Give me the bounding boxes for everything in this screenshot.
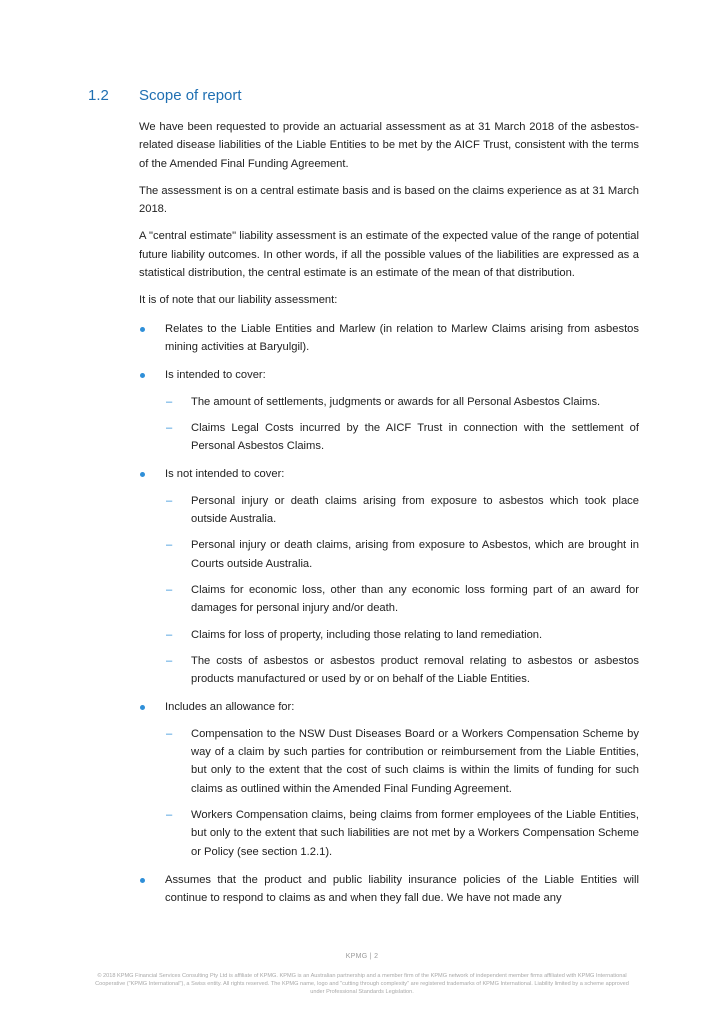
page-number: KPMG | 2 (345, 953, 379, 960)
bullet-text: Relates to the Liable Entities and Marlew (in relation to Marlew Claims arising from asbestos mining activities at Baryulgil). (165, 322, 639, 353)
body-content (139, 118, 639, 917)
sub-list (165, 393, 639, 456)
dash-icon: – (166, 539, 173, 552)
sub-item (165, 652, 639, 689)
bullet-text: Is not intended to cover: (165, 468, 285, 481)
paragraph-central-estimate: A "central estimate" liability assessment is an estimate of the expected value of the range of potential future liability outcomes. In other words, if all the possible values of the liabilities are expressed as a statistical distribution, the central estimate is an estimate of the mean of that distribution. (139, 230, 639, 280)
dash-icon: – (166, 395, 173, 408)
sub-item-text: Personal injury or death claims, arising from exposure to Asbestos, which are brought in Courts outside Australia. (191, 539, 639, 570)
section-title: Scope of report (139, 87, 242, 104)
sub-item-text: Personal injury or death claims arising from exposure to asbestos which took place outside Australia. (191, 494, 639, 526)
paragraph-request: We have been requested to provide an actuarial assessment as at 31 March 2018 of the asbestos-related disease liabilities of the Liable Entities to be met by the AICF Trust, consistent with the terms of the Amended Final Funding Agreement. (139, 121, 639, 170)
sub-item-text: The amount of settlements, judgments or awards for all Personal Asbestos Claims. (191, 395, 601, 408)
bullet-dot-icon (140, 472, 145, 477)
sub-item (165, 393, 639, 411)
sub-item-text: The costs of asbestos or asbestos product removal relating to asbestos or asbestos products manufactured or used by or on behalf of the Liable Entities. (191, 654, 639, 686)
sub-item (165, 725, 639, 798)
bullet-dot-icon (140, 373, 145, 378)
sub-item-text: Compensation to the NSW Dust Diseases Board or a Workers Compensation Scheme by way of a claim by such parties for contribution or reimbursement from the Liable Entities, but only to the extent that the cost of such claims is within the limits of funding for such claims as outlined within the Amended Final Funding Agreement. (191, 727, 639, 795)
bullet-dot-icon (140, 878, 145, 883)
sub-item (165, 626, 639, 644)
bullet-item (139, 320, 639, 357)
bullet-text: Assumes that the product and public liability insurance policies of the Liable Entities will continue to respond to claims as and when they fall due. We have not made any (165, 873, 639, 905)
bullet-text: Includes an allowance for: (165, 701, 295, 714)
bullet-item (139, 465, 639, 688)
section-number: 1.2 (88, 87, 109, 104)
dash-icon: – (166, 494, 173, 507)
bullet-dot-icon (140, 705, 145, 710)
bullet-text: Is intended to cover: (165, 369, 266, 382)
paragraph-basis: The assessment is on a central estimate basis and is based on the claims experience as at 31 March 2018. (139, 184, 639, 216)
bullet-item (139, 366, 639, 455)
sub-item (165, 419, 639, 456)
dash-icon: – (166, 654, 173, 667)
bullet-item (139, 698, 639, 860)
sub-item-text: Claims for economic loss, other than any economic loss forming part of an award for damages for personal injury and/or death. (191, 583, 639, 615)
sub-item-text: Workers Compensation claims, being claims from former employees of the Liable Entities, but only to the extent that such liabilities are not met by a Workers Compensation Scheme or Policy (see section 1.2.1). (191, 808, 639, 858)
dash-icon: – (166, 421, 173, 434)
bullet-dot-icon (140, 327, 145, 332)
sub-list (165, 725, 639, 861)
sub-item-text: Claims for loss of property, including those relating to land remediation. (191, 628, 543, 641)
paragraph-note: It is of note that our liability assessment: (139, 294, 338, 307)
sub-item (165, 536, 639, 573)
copyright-footer: © 2018 KPMG Financial Services Consulting Pty Ltd is affiliate of KPMG. KPMG is an Australian partnership and a member firm of the KPMG network of independent member firms affiliated with KPMG International Cooperative ("KPMG International"), a Swiss entity. All rights reserved. The KPMG name, logo and "cutting through complexity" are registered trademarks of KPMG International. Liability limited by a scheme approved under Professional Standards Legislation. (95, 973, 629, 995)
sub-item-text: Claims Legal Costs incurred by the AICF Trust in connection with the settlement of Personal Asbestos Claims. (191, 421, 639, 453)
section-heading (88, 87, 242, 104)
sub-item (165, 806, 639, 861)
dash-icon: – (166, 808, 173, 821)
dash-icon: – (166, 727, 173, 740)
dash-icon: – (166, 628, 173, 641)
sub-list (165, 492, 639, 689)
assessment-bullet-list (139, 320, 639, 908)
dash-icon: – (166, 583, 173, 596)
sub-item (165, 492, 639, 529)
sub-item (165, 581, 639, 618)
bullet-item (139, 871, 639, 908)
